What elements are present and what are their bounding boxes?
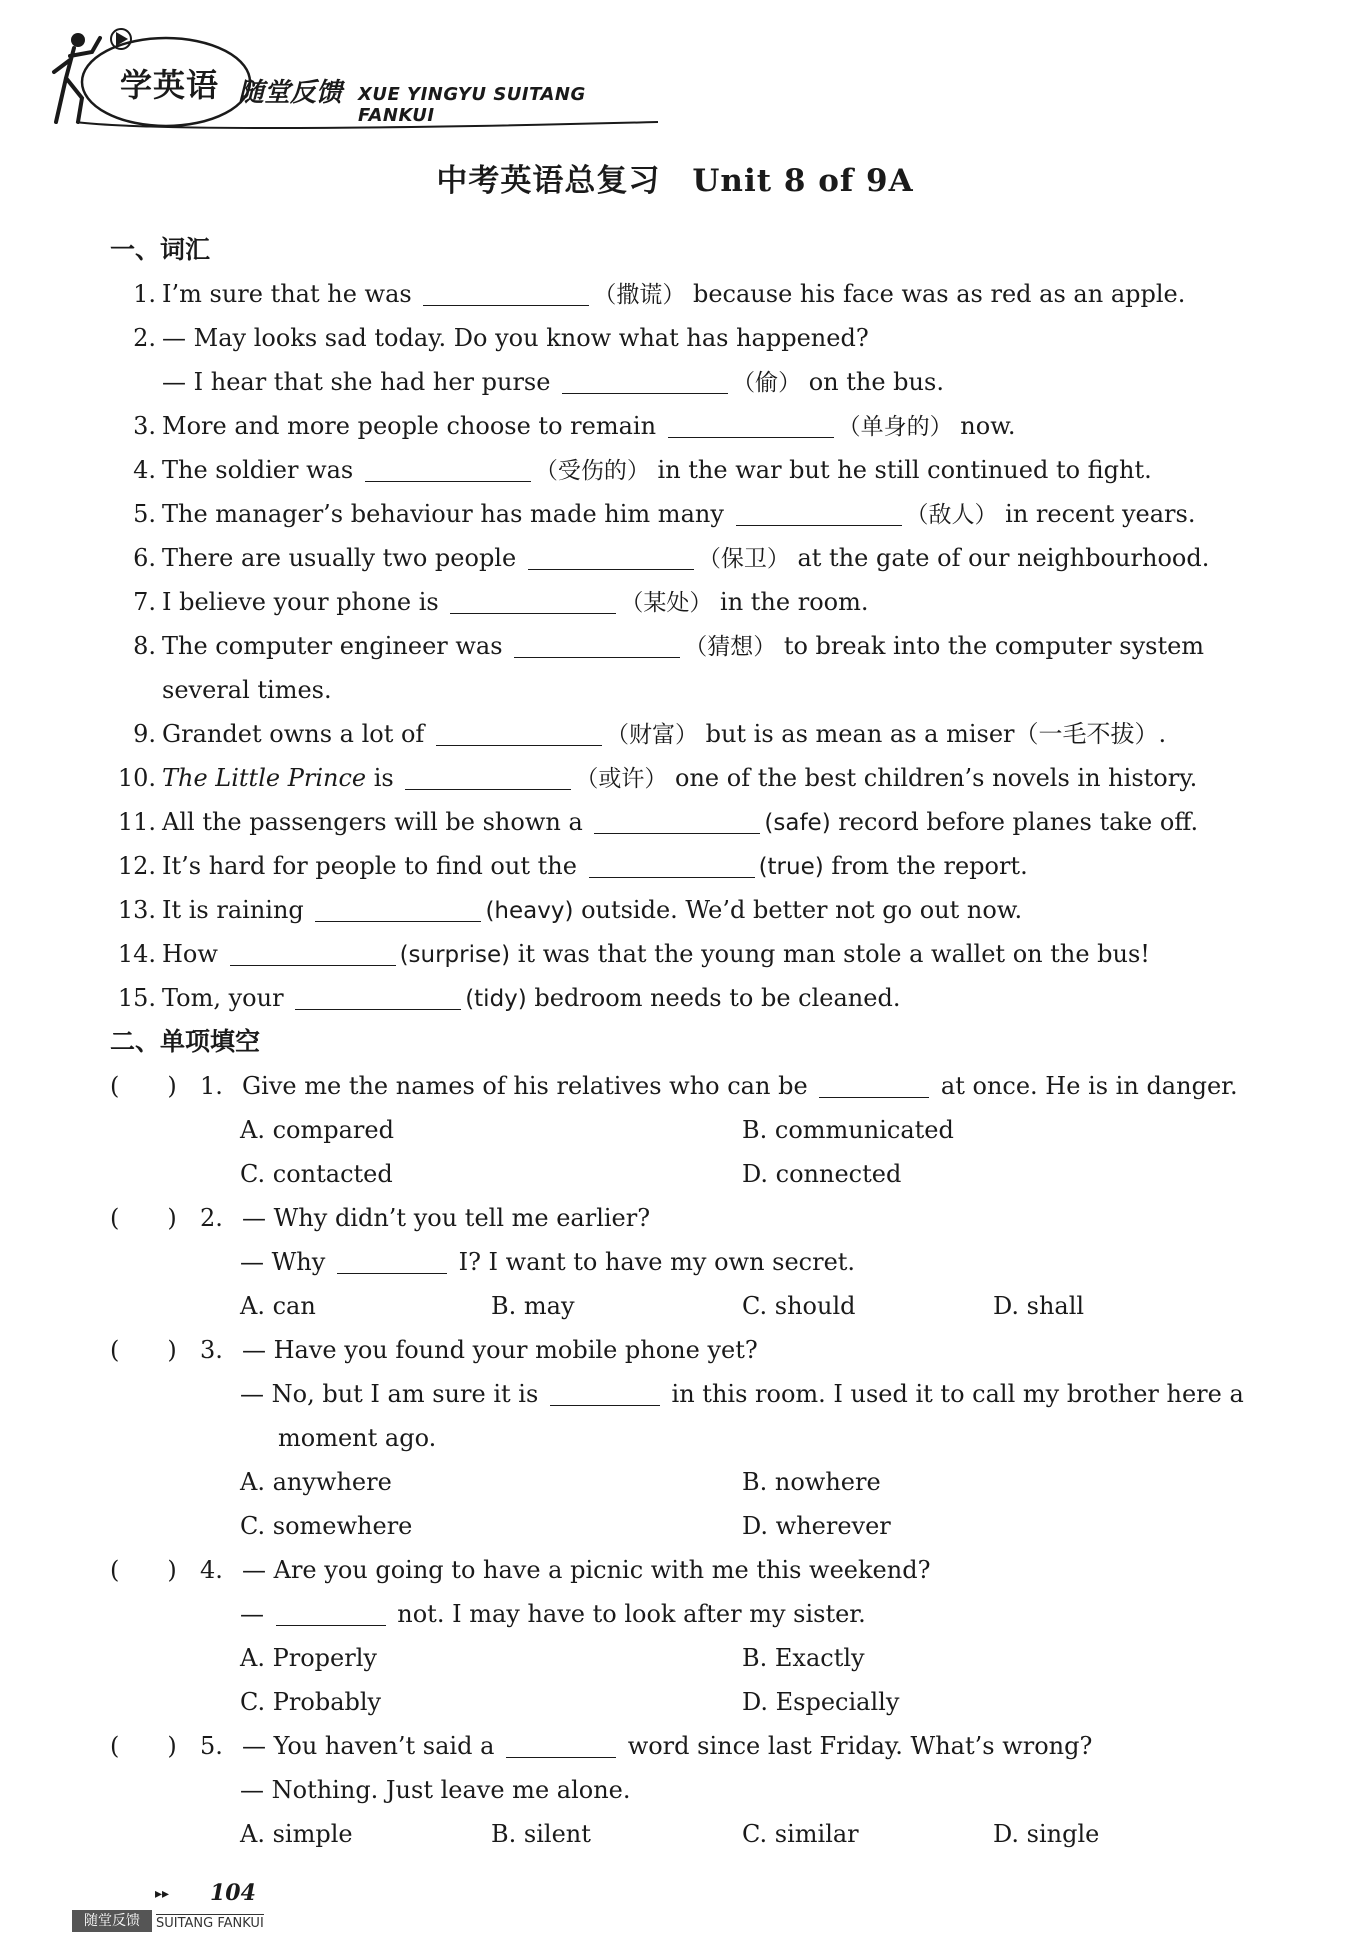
question-line (110, 1724, 1260, 1768)
item-number: 4. (133, 456, 156, 484)
item-number: 2. (133, 324, 156, 352)
answer-blank[interactable] (337, 1245, 447, 1274)
item-text: — May looks sad today. Do you know what has happened? (162, 324, 869, 352)
question-text: moment ago. (278, 1424, 437, 1452)
answer-blank[interactable] (365, 453, 531, 482)
brand-chinese-secondary: 随堂反馈 (238, 78, 343, 108)
answer-option[interactable]: C. Probably (240, 1688, 382, 1716)
answer-option[interactable]: A. can (240, 1292, 316, 1320)
answer-option[interactable]: B. communicated (742, 1116, 954, 1144)
question-text: — No, but I am sure it is (240, 1380, 539, 1408)
vocab-line (110, 888, 1260, 932)
answer-blank[interactable] (550, 1377, 660, 1406)
vocab-line (110, 404, 1260, 448)
item-text: — I hear that she had her purse (162, 368, 551, 396)
answer-blank[interactable] (668, 409, 834, 438)
question-text-after: I? I want to have my own secret. (450, 1248, 856, 1276)
item-text: The soldier was (162, 456, 354, 484)
item-hint: (heavy) (485, 898, 574, 924)
item-text-after: it was that the young man stole a wallet on the bus! (510, 940, 1150, 968)
answer-option[interactable]: A. anywhere (240, 1468, 392, 1496)
answer-bracket[interactable]: ( ) (110, 1336, 177, 1364)
item-hint: (safe) (764, 810, 831, 836)
section-vocabulary-heading: 一、词汇 (110, 235, 211, 264)
answer-bracket[interactable]: ( ) (110, 1072, 177, 1100)
answer-blank[interactable] (315, 893, 481, 922)
question-text-after: in this room. I used it to call my brother here a (663, 1380, 1244, 1408)
answer-blank[interactable] (506, 1729, 616, 1758)
question-line (110, 1372, 1260, 1416)
item-hint: （某处） (620, 590, 713, 616)
item-number: 1. (133, 280, 156, 308)
answer-blank[interactable] (405, 761, 571, 790)
vocab-line (110, 712, 1260, 756)
answer-blank[interactable] (562, 365, 728, 394)
vocab-line (110, 932, 1260, 976)
item-hint: （猜想） (684, 634, 777, 660)
multiple-choice-list (110, 1064, 1260, 1856)
item-number: 12. (117, 852, 156, 880)
options-row (110, 1460, 1260, 1504)
answer-blank[interactable] (436, 717, 602, 746)
item-text-after: in recent years. (997, 500, 1196, 528)
answer-blank[interactable] (230, 937, 396, 966)
options-row (110, 1152, 1260, 1196)
item-text: It is raining (162, 896, 304, 924)
item-number: 11. (117, 808, 156, 836)
question-line (110, 1064, 1260, 1108)
item-number: 14. (117, 940, 156, 968)
options-row (110, 1636, 1260, 1680)
item-text: several times. (162, 676, 332, 704)
exercise-content (110, 228, 1260, 1856)
footer-badge-pinyin: SUITANG FANKUI (156, 1916, 264, 1931)
item-text: More and more people choose to remain (162, 412, 657, 440)
item-text: It’s hard for people to find out the (162, 852, 577, 880)
answer-option[interactable]: A. simple (240, 1820, 353, 1848)
answer-bracket[interactable]: ( ) (110, 1556, 177, 1584)
question-number: 4. (200, 1556, 223, 1584)
options-row (110, 1284, 1260, 1328)
answer-blank[interactable] (736, 497, 902, 526)
answer-option[interactable]: D. connected (742, 1160, 902, 1188)
answer-option[interactable]: A. compared (240, 1116, 394, 1144)
answer-bracket[interactable]: ( ) (110, 1732, 177, 1760)
footer-arrow-icon: ▸▸ (155, 1886, 170, 1902)
item-number: 9. (133, 720, 156, 748)
answer-bracket[interactable]: ( ) (110, 1204, 177, 1232)
question-text: Give me the names of his relatives who can be (242, 1072, 808, 1100)
footer-badge: 随堂反馈 (72, 1910, 152, 1932)
item-text-after: bedroom needs to be cleaned. (526, 984, 901, 1012)
item-text-after: one of the best children’s novels in history. (667, 764, 1198, 792)
header-logo (48, 26, 668, 136)
item-text-after: at the gate of our neighbourhood. (789, 544, 1210, 572)
item-hint: (tidy) (465, 986, 527, 1012)
vocab-line (110, 536, 1260, 580)
answer-blank[interactable] (450, 585, 616, 614)
question-text-after: not. I may have to look after my sister. (389, 1600, 866, 1628)
item-number: 7. (133, 588, 156, 616)
options-row (110, 1680, 1260, 1724)
answer-blank[interactable] (589, 849, 755, 878)
item-text: The manager’s behaviour has made him many (162, 500, 724, 528)
item-text: is (373, 764, 394, 792)
answer-blank[interactable] (276, 1597, 386, 1626)
item-text: Grandet owns a lot of (162, 720, 425, 748)
answer-option[interactable]: A. Properly (240, 1644, 377, 1672)
book-title: The Little Prince (162, 764, 367, 792)
item-hint: （敌人） (905, 502, 998, 528)
answer-blank[interactable] (594, 805, 760, 834)
options-row (110, 1108, 1260, 1152)
answer-option[interactable]: B. silent (491, 1820, 591, 1848)
item-text-after: record before planes take off. (830, 808, 1199, 836)
options-row (110, 1812, 1260, 1856)
vocab-line (110, 976, 1260, 1020)
question-line (110, 1240, 1260, 1284)
question-line (110, 1768, 1260, 1812)
vocab-line (110, 360, 1260, 404)
item-hint: (true) (758, 854, 824, 880)
item-text-after: outside. We’d better not go out now. (573, 896, 1023, 924)
vocab-line (110, 756, 1260, 800)
item-hint: （财富） (605, 722, 698, 748)
section-multiple-choice-heading: 二、单项填空 (110, 1027, 261, 1056)
answer-option[interactable]: C. contacted (240, 1160, 393, 1188)
answer-blank[interactable] (295, 981, 461, 1010)
item-hint: （偷） (732, 370, 802, 396)
vocabulary-list (110, 272, 1260, 1020)
question-number: 2. (200, 1204, 223, 1232)
vocab-line (110, 316, 1260, 360)
item-number: 13. (117, 896, 156, 924)
item-hint: (surprise) (399, 942, 511, 968)
question-line (110, 1196, 1260, 1240)
item-text: I believe your phone is (162, 588, 439, 616)
brand-chinese: 学英语 (120, 66, 220, 104)
question-text: — Why (240, 1248, 326, 1276)
question-number: 3. (200, 1336, 223, 1364)
item-text-after: because his face was as red as an apple. (685, 280, 1186, 308)
answer-option[interactable]: D. shall (993, 1292, 1085, 1320)
item-number: 3. (133, 412, 156, 440)
item-text: How (162, 940, 218, 968)
answer-blank[interactable] (423, 277, 589, 306)
item-text-after: now. (952, 412, 1016, 440)
item-number: 15. (117, 984, 156, 1012)
item-hint: （撒谎） (593, 282, 686, 308)
question-text-after: at once. He is in danger. (933, 1072, 1238, 1100)
question-text: — Are you going to have a picnic with me this weekend? (242, 1556, 931, 1584)
question-number: 5. (200, 1732, 223, 1760)
answer-option[interactable]: B. may (491, 1292, 575, 1320)
item-text: All the passengers will be shown a (162, 808, 583, 836)
item-number: 8. (133, 632, 156, 660)
item-hint: （受伤的） (534, 458, 650, 484)
page-title: 中考英语总复习 Unit 8 of 9A (436, 163, 914, 199)
item-text-after: from the report. (823, 852, 1028, 880)
item-number: 6. (133, 544, 156, 572)
vocab-line (110, 800, 1260, 844)
vocab-line (110, 624, 1260, 668)
options-row (110, 1504, 1260, 1548)
item-text-after: on the bus. (801, 368, 944, 396)
vocab-line (110, 580, 1260, 624)
answer-blank[interactable] (528, 541, 694, 570)
item-text-after: to break into the computer system (776, 632, 1205, 660)
item-hint: （单身的） (837, 414, 953, 440)
vocab-line (110, 668, 1260, 712)
question-line (110, 1416, 1260, 1460)
page-number: 104 (210, 1880, 256, 1906)
question-text-after: word since last Friday. What’s wrong? (620, 1732, 1093, 1760)
item-hint: （或许） (575, 766, 668, 792)
item-number: 5. (133, 500, 156, 528)
item-text: I’m sure that he was (162, 280, 412, 308)
item-text: Tom, your (162, 984, 284, 1012)
question-line (110, 1548, 1260, 1592)
answer-option[interactable]: C. somewhere (240, 1512, 413, 1540)
vocab-line (110, 492, 1260, 536)
answer-option[interactable]: C. similar (742, 1820, 859, 1848)
item-hint: （保卫） (697, 546, 790, 572)
item-text: The computer engineer was (162, 632, 503, 660)
item-text-after: in the room. (712, 588, 869, 616)
item-number: 10. (117, 764, 156, 792)
question-line (110, 1328, 1260, 1372)
question-line (110, 1592, 1260, 1636)
question-text: — Have you found your mobile phone yet? (242, 1336, 758, 1364)
item-text-after: in the war but he still continued to fight. (649, 456, 1152, 484)
vocab-line (110, 448, 1260, 492)
brand-pinyin: XUE YINGYU SUITANG FANKUI (358, 84, 586, 126)
answer-blank[interactable] (514, 629, 680, 658)
answer-option[interactable]: B. nowhere (742, 1468, 881, 1496)
question-text: — Why didn’t you tell me earlier? (242, 1204, 651, 1232)
answer-blank[interactable] (819, 1069, 929, 1098)
item-text-after: but is as mean as a miser（一毛不拔）. (697, 720, 1167, 748)
question-text: — You haven’t said a (242, 1732, 495, 1760)
question-text: — Nothing. Just leave me alone. (240, 1776, 631, 1804)
question-number: 1. (200, 1072, 223, 1100)
answer-option[interactable]: D. Especially (742, 1688, 900, 1716)
answer-option[interactable]: B. Exactly (742, 1644, 865, 1672)
vocab-line (110, 844, 1260, 888)
question-text: — (240, 1600, 264, 1628)
answer-option[interactable]: D. wherever (742, 1512, 891, 1540)
item-text: There are usually two people (162, 544, 517, 572)
vocab-line (110, 272, 1260, 316)
answer-option[interactable]: D. single (993, 1820, 1100, 1848)
answer-option[interactable]: C. should (742, 1292, 856, 1320)
